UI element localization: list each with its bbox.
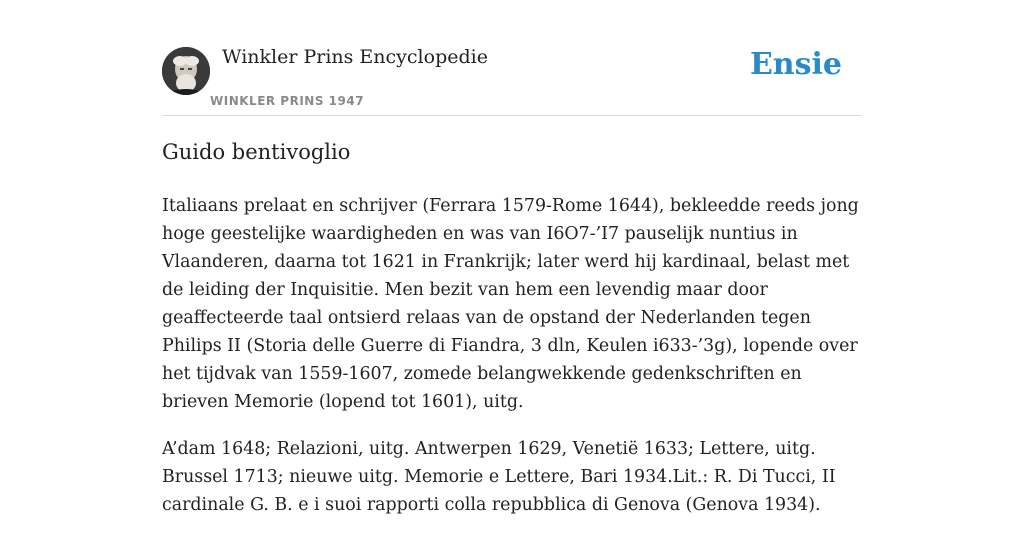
edition-label: WINKLER PRINS 1947 — [210, 94, 365, 108]
article-body — [162, 192, 862, 538]
site-title[interactable]: Winkler Prins Encyclopedie — [222, 46, 488, 68]
article-title: Guido bentivoglio — [162, 140, 351, 164]
portrait-icon — [162, 47, 210, 95]
article-paragraph: Italiaans prelaat en schrijver (Ferrara 1579-Rome 1644), bekleedde reeds jong hoge geestelijke waardigheden en was van I6O7-’I7 pauselijk nuntius in Vlaanderen, daarna tot 1621 in Frankrijk; later werd hij kardinaal, belast met de leiding der Inquisitie. Men bezit van hem een levendig maar door geaffecteerde taal ontsierd relaas van de opstand der Nederlanden tegen Philips II (Storia delle Guerre di Fiandra, 3 dln, Keulen i633-’3g), lopende over het tijdvak van 1559-1607, zomede belangwekkende gedenkschriften en brieven Memorie (lopend tot 1601), uitg. — [162, 196, 859, 412]
brand-logo[interactable]: Ensie — [749, 47, 842, 82]
page-card — [162, 0, 862, 515]
page-header — [162, 0, 862, 116]
article-paragraph: A’dam 1648; Relazioni, uitg. Antwerpen 1629, Venetië 1633; Lettere, uitg. Brussel 1713; nieuwe uitg. Memorie e Lettere, Bari 1934.Lit.: R. Di Tucci, II cardinale G. B. e i suoi rapporti colla repubblica di Genova (Genova 1934). — [162, 439, 836, 515]
author-avatar — [162, 47, 210, 95]
